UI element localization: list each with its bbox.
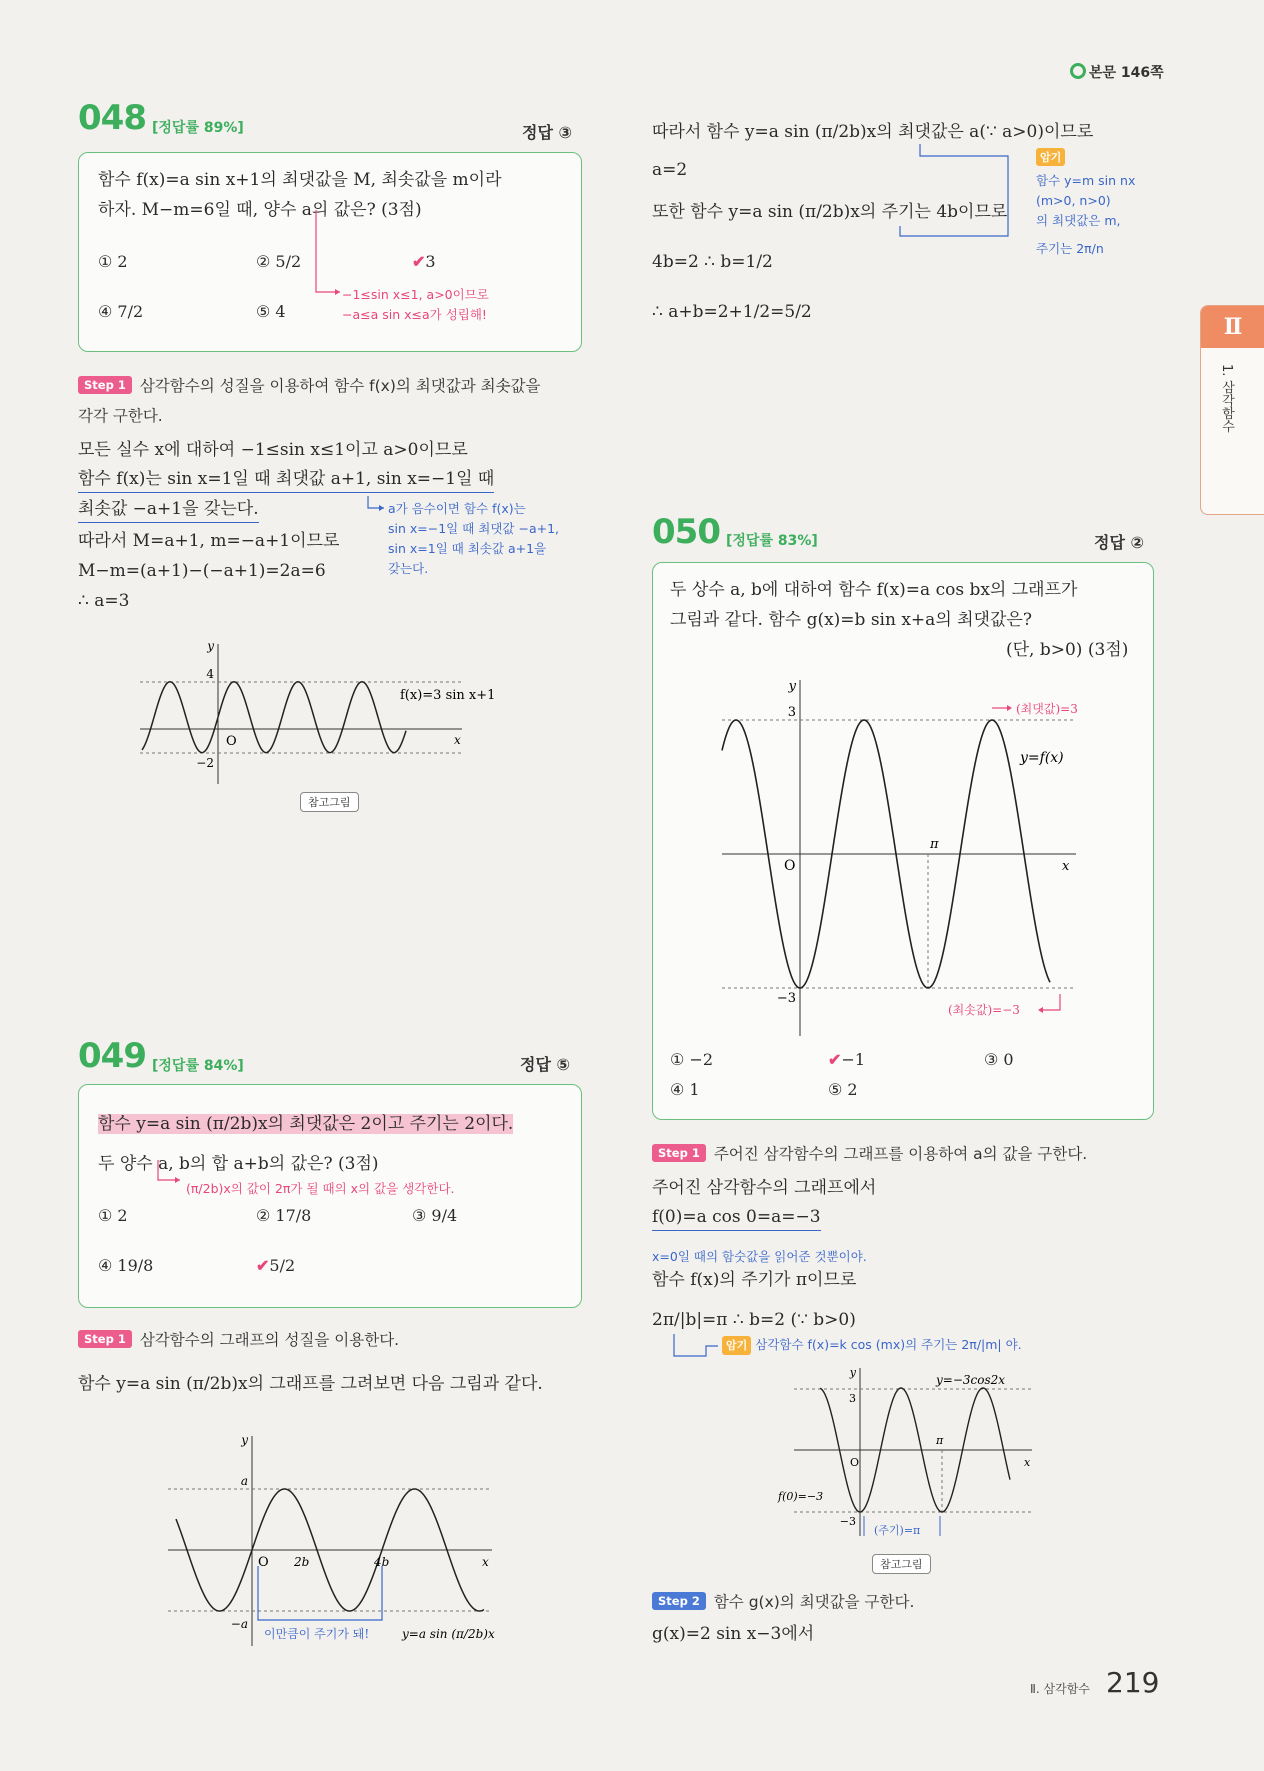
page-number: 219 — [1106, 1666, 1160, 1699]
svg-text:π: π — [930, 837, 939, 852]
svg-text:x: x — [482, 1555, 489, 1569]
note-arrow-048 — [312, 210, 344, 296]
problem-049-rate: [정답률 84%] — [152, 1058, 244, 1074]
footer-chapter: Ⅱ. 삼각함수 — [1030, 1682, 1090, 1696]
graph-049 — [166, 1432, 506, 1652]
solution-048-line-2: 함수 f(x)는 sin x=1일 때 최댓값 a+1, sin x=−1일 때 — [78, 466, 494, 493]
svg-text:3: 3 — [849, 1392, 856, 1405]
svg-text:O: O — [226, 734, 237, 749]
svg-text:O: O — [850, 1456, 860, 1469]
solution-050-note-1: x=0일 때의 함숫값을 읽어준 것뿐이야. — [652, 1249, 867, 1264]
solution-049-line-5: 4b=2 ∴ b=1/2 — [652, 252, 773, 272]
svg-text:y: y — [849, 1366, 856, 1379]
problem-048-note-2: −a≤a sin x≤a가 성립해! — [342, 307, 487, 322]
graph-048-label: f(x)=3 sin x+1 — [400, 688, 496, 703]
amgi-line-4: 주기는 2π/n — [1036, 241, 1104, 256]
solution-048-line-4: 따라서 M=a+1, m=−a+1이므로 — [78, 531, 340, 551]
choice-050-2[interactable]: ✔−1 — [828, 1050, 865, 1069]
svg-text:−3: −3 — [776, 991, 796, 1006]
problem-048-note-1: −1≤sin x≤1, a>0이므로 — [342, 287, 489, 302]
graph-050-axes — [722, 680, 1076, 1036]
solution-049-line-4: 또한 함수 y=a sin (π/2b)x의 주기는 4b이므로 — [652, 202, 1008, 222]
problem-048-answer: 정답 ③ — [522, 123, 573, 142]
problem-050-question-3: (단, b>0) (3점) — [1006, 640, 1129, 660]
graph-050-max-label: (최댓값)=3 — [1016, 702, 1078, 716]
svg-text:a: a — [240, 1474, 248, 1488]
svg-text:O: O — [258, 1555, 269, 1570]
problem-049-number: 049 — [78, 1036, 146, 1076]
solution-049-line-6: ∴ a+b=2+1/2=5/2 — [652, 302, 812, 322]
problem-049-answer: 정답 ⑤ — [520, 1055, 571, 1074]
solution-050-line-5: g(x)=2 sin x−3에서 — [652, 1624, 815, 1644]
graph-048-curve — [142, 682, 406, 753]
chapter-side-tab[interactable] — [1200, 305, 1264, 515]
svg-text:3: 3 — [787, 705, 796, 720]
choice-048-1[interactable]: ① 2 — [98, 252, 128, 271]
amgi-badge: 암기 — [1036, 146, 1065, 166]
check-mark-icon: ✔ — [828, 1050, 842, 1069]
svg-text:−a: −a — [230, 1617, 248, 1631]
graph-050-label: y=f(x) — [1020, 750, 1064, 766]
svg-text:4: 4 — [206, 667, 214, 681]
graph-048-caption: 참고그림 — [300, 792, 359, 812]
solution-048-note-4: 갖는다. — [388, 561, 429, 576]
choice-049-2[interactable]: ② 17/8 — [256, 1206, 312, 1225]
problem-050-number: 050 — [652, 512, 720, 552]
solution-050-line-4: 2π/|b|=π ∴ b=2 (∵ b>0) — [652, 1310, 856, 1330]
solution-048-line-5: M−m=(a+1)−(−a+1)=2a=6 — [78, 561, 326, 581]
graph-050-caption: 참고그림 — [872, 1554, 931, 1574]
amgi-arrow — [880, 140, 1020, 240]
solution-048-line-3: 최솟값 −a+1을 갖는다. — [78, 496, 259, 523]
problem-050-step1-title: Step 1 주어진 삼각함수의 그래프를 이용하여 a의 값을 구한다. — [652, 1142, 1087, 1164]
graph-048 — [136, 636, 536, 786]
graph-048-axes — [140, 644, 462, 784]
choice-049-4[interactable]: ④ 19/8 — [98, 1256, 154, 1275]
svg-text:O: O — [784, 858, 796, 874]
problem-048-rate: [정답률 89%] — [152, 120, 244, 136]
check-mark-icon: ✔ — [412, 252, 426, 271]
graph-050-small-f0: f(0)=−3 — [778, 1490, 824, 1503]
solution-048-line-1: 모든 실수 x에 대하여 −1≤sin x≤1이고 a>0이므로 — [78, 440, 468, 460]
check-mark-icon: ✔ — [256, 1256, 270, 1275]
choice-050-3[interactable]: ③ 0 — [984, 1050, 1014, 1069]
svg-text:x: x — [1024, 1456, 1031, 1469]
svg-text:y: y — [788, 679, 796, 694]
solution-050-line-1: 주어진 삼각함수의 그래프에서 — [652, 1178, 877, 1198]
solution-048-note-2: sin x=−1일 때 최댓값 −a+1, — [388, 521, 560, 536]
solution-049-line-3: a=2 — [652, 160, 688, 180]
svg-text:x: x — [454, 733, 461, 747]
solution-048-line-6: ∴ a=3 — [78, 591, 130, 611]
svg-text:y: y — [207, 639, 214, 653]
problem-048-step1-title: Step 1 삼각함수의 성질을 이용하여 함수 f(x)의 최댓값과 최솟값을 — [78, 374, 541, 396]
note-arrow-049 — [156, 1160, 186, 1190]
circle-icon — [1070, 63, 1086, 79]
problem-048-step1-title-2: 각각 구한다. — [78, 407, 163, 425]
problem-048-question-2: 하자. M−m=6일 때, 양수 a의 값은? (3점) — [98, 200, 422, 220]
graph-050-small — [770, 1366, 1036, 1542]
choice-050-1[interactable]: ① −2 — [670, 1050, 714, 1069]
graph-050-small-label: y=−3cos2x — [936, 1373, 1006, 1387]
choice-050-4[interactable]: ④ 1 — [670, 1080, 700, 1099]
problem-050-rate: [정답률 83%] — [726, 533, 818, 549]
problem-050-question-1: 두 상수 a, b에 대하여 함수 f(x)=a cos bx의 그래프가 — [670, 580, 1078, 600]
svg-text:2b: 2b — [294, 1555, 310, 1569]
blue-note-arrow-048 — [366, 496, 388, 516]
solution-048-note-1: a가 음수이면 함수 f(x)는 — [388, 501, 526, 516]
svg-text:4b: 4b — [374, 1555, 390, 1569]
amgi-arrow-050 — [670, 1334, 722, 1362]
svg-text:−2: −2 — [196, 756, 214, 770]
amgi-line-2: (m>0, n>0) — [1036, 193, 1111, 208]
problem-049-question-1: 함수 y=a sin (π/2b)x의 최댓값은 2이고 주기는 2이다. — [98, 1114, 514, 1134]
graph-050-min-label: (최솟값)=−3 — [948, 1003, 1020, 1017]
svg-text:π: π — [936, 1434, 944, 1447]
amgi-line-1: 함수 y=m sin nx — [1036, 173, 1136, 188]
choice-049-1[interactable]: ① 2 — [98, 1206, 128, 1225]
choice-048-2[interactable]: ② 5/2 — [256, 252, 302, 271]
choice-048-3[interactable]: ✔3 — [412, 252, 436, 271]
side-tab-label: 1. 삼각함수 — [1219, 364, 1234, 433]
problem-048-question-1: 함수 f(x)=a sin x+1의 최댓값을 M, 최솟값을 m이라 — [98, 170, 502, 190]
problem-049-note: (π/2b)x의 값이 2π가 될 때의 x의 값을 생각한다. — [186, 1181, 455, 1196]
page-reference: 본문 146쪽 — [1070, 62, 1164, 82]
problem-048-number: 048 — [78, 98, 146, 138]
choice-048-4[interactable]: ④ 7/2 — [98, 302, 144, 321]
choice-049-5[interactable]: ✔5/2 — [256, 1256, 296, 1275]
solution-050-line-3: 함수 f(x)의 주기가 π이므로 — [652, 1270, 857, 1290]
solution-049-line-2: 따라서 함수 y=a sin (π/2b)x의 최댓값은 a(∵ a>0)이므로 — [652, 122, 1094, 142]
graph-050 — [720, 676, 1120, 1042]
graph-049-period-note: 이만큼이 주기가 돼! — [264, 1627, 370, 1641]
graph-050-small-period: (주기)=π — [874, 1524, 921, 1537]
solution-049-line-1: 함수 y=a sin (π/2b)x의 그래프를 그려보면 다음 그림과 같다. — [78, 1374, 543, 1394]
svg-text:x: x — [1062, 859, 1070, 874]
problem-049-question-2: 두 양수 a, b의 합 a+b의 값은? (3점) — [98, 1154, 379, 1174]
amgi-line-3: 의 최댓값은 m, — [1036, 213, 1121, 228]
choice-050-5[interactable]: ⑤ 2 — [828, 1080, 858, 1099]
svg-text:−3: −3 — [839, 1515, 856, 1528]
problem-050-step2-title: Step 2 함수 g(x)의 최댓값을 구한다. — [652, 1590, 914, 1612]
choice-048-5[interactable]: ⑤ 4 — [256, 302, 286, 321]
graph-049-label: y=a sin (π/2b)x — [402, 1627, 495, 1641]
graph-050-small-axes — [794, 1368, 1032, 1536]
problem-050-answer: 정답 ② — [1094, 533, 1145, 552]
side-tab-roman: Ⅱ — [1201, 306, 1264, 348]
solution-050-line-2: f(0)=a cos 0=a=−3 — [652, 1204, 821, 1231]
svg-text:y: y — [241, 1433, 248, 1447]
problem-049-step1-title: Step 1 삼각함수의 그래프의 성질을 이용한다. — [78, 1328, 399, 1350]
problem-050-question-2: 그림과 같다. 함수 g(x)=b sin x+a의 최댓값은? — [670, 610, 1032, 630]
solution-048-note-3: sin x=1일 때 최솟값 a+1을 — [388, 541, 547, 556]
choice-049-3[interactable]: ③ 9/4 — [412, 1206, 458, 1225]
amgi-050: 암기 삼각함수 f(x)=k cos (mx)의 주기는 2π/|m| 야. — [722, 1336, 1022, 1355]
